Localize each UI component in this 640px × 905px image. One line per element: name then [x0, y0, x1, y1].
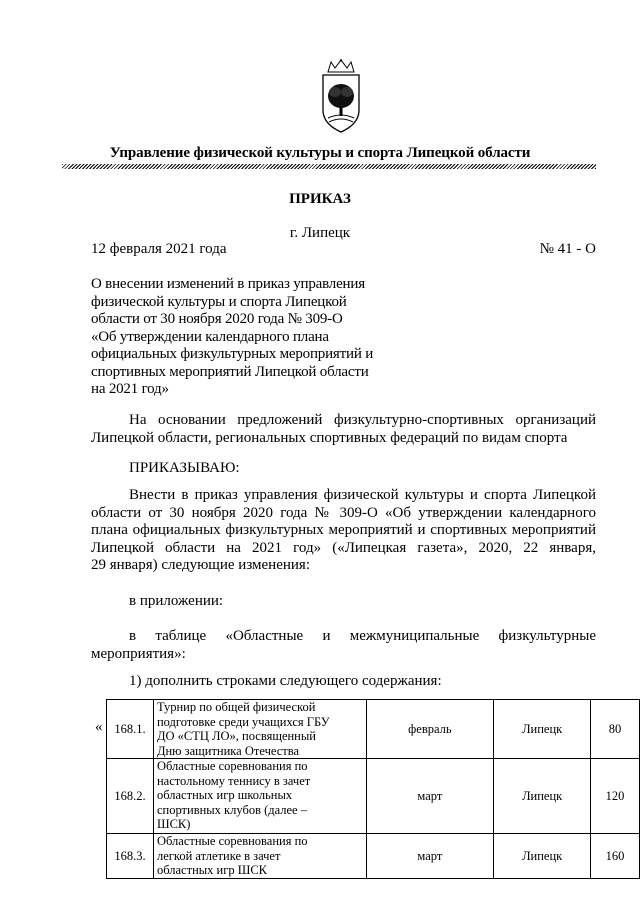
order-date: 12 февраля 2021 года: [91, 241, 227, 257]
event-month: февраль: [366, 700, 494, 759]
event-name-line: Турнир по общей физической: [156, 700, 316, 714]
event-name-line: Областные соревнования по: [156, 834, 308, 848]
city: г. Липецк: [289, 225, 351, 241]
subject-line: официальных физкультурных мероприятий и: [91, 346, 374, 362]
table-reference-paragraph: [91, 628, 596, 663]
event-month: март: [366, 759, 494, 834]
basis-line: Липецкой области, региональных спортивных федераций по видам спорта: [91, 429, 568, 446]
amendment-line: 29 января) следующие изменения:: [91, 557, 310, 573]
opening-quote: «: [95, 719, 103, 735]
table-reference-line: в таблице «Областные и межмуниципальные физкультурные: [129, 628, 596, 644]
table-row: [107, 834, 640, 879]
order-word: ПРИКАЗЫВАЮ:: [129, 460, 240, 476]
basis-paragraph: [91, 412, 596, 447]
subject-line: О внесении изменений в приказ управления: [91, 276, 365, 292]
amendment-line: области от 30 ноября 2020 года № 309-О «Об утверждении календарного: [91, 504, 596, 521]
row-number: 168.1.: [107, 700, 154, 759]
order-number: № 41 - О: [539, 241, 596, 257]
subject-line: области от 30 ноября 2020 года № 309-О: [91, 311, 343, 327]
participant-count: 80: [591, 700, 640, 759]
coat-of-arms-emblem: [318, 58, 364, 136]
event-name-line: Дню защитника Отечества: [156, 743, 300, 758]
event-name-line: Областные соревнования по: [156, 759, 308, 773]
item-text: 1) дополнить строками следующего содержания:: [129, 673, 442, 689]
appendix-paragraph: [91, 593, 596, 611]
event-place: Липецк: [494, 834, 591, 879]
basis-line: На основании предложений физкультурно-спортивных организаций: [129, 412, 596, 428]
event-name-line: подготовке среди учащихся ГБУ: [156, 714, 330, 729]
event-name-line: настольному теннису в зачет: [156, 773, 311, 788]
order-word-paragraph: [91, 460, 596, 478]
order-subject: [91, 276, 411, 399]
header-divider: [62, 164, 596, 169]
appendix-text: в приложении:: [129, 593, 224, 609]
event-name-line: областных игр школьных: [156, 788, 293, 802]
document-title: ПРИКАЗ: [289, 191, 351, 207]
table-row: [107, 759, 640, 834]
event-month: март: [366, 834, 494, 879]
participant-count: 120: [591, 759, 640, 834]
event-name-line: спортивных клубов (далее –: [156, 802, 307, 817]
participant-count: 160: [591, 834, 640, 879]
event-name-line: ДО «СТЦ ЛО», посвященный: [156, 729, 316, 743]
event-name: [153, 834, 366, 879]
subject-line: на 2021 год»: [91, 381, 169, 397]
event-name-line: областных игр ШСК: [156, 863, 268, 877]
item-paragraph: [91, 673, 596, 691]
subject-line: физической культуры и спорта Липецкой: [91, 293, 347, 310]
amendment-paragraph: [91, 487, 596, 575]
event-name: [153, 700, 366, 759]
event-name: [153, 759, 366, 834]
amendment-line: плана официальных физкультурных мероприятий и спортивных мероприятий: [91, 522, 596, 538]
table-reference-line: мероприятия»:: [91, 645, 186, 662]
events-table: [106, 699, 640, 879]
event-place: Липецк: [494, 700, 591, 759]
subject-line: «Об утверждении календарного плана: [91, 328, 329, 345]
amendment-line: Внести в приказ управления физической культуры и спорта Липецкой: [129, 487, 596, 503]
organization-name: Управление физической культуры и спорта Липецкой области: [109, 145, 531, 161]
row-number: 168.2.: [107, 759, 154, 834]
table-row: [107, 700, 640, 759]
event-name-line: ШСК): [156, 817, 191, 831]
event-place: Липецк: [494, 759, 591, 834]
subject-line: спортивных мероприятий Липецкой области: [91, 363, 369, 380]
row-number: 168.3.: [107, 834, 154, 879]
event-name-line: легкой атлетике в зачет: [156, 848, 281, 863]
amendment-line: Липецкой области на 2021 год» («Липецкая газета», 2020, 22 января,: [91, 539, 596, 556]
